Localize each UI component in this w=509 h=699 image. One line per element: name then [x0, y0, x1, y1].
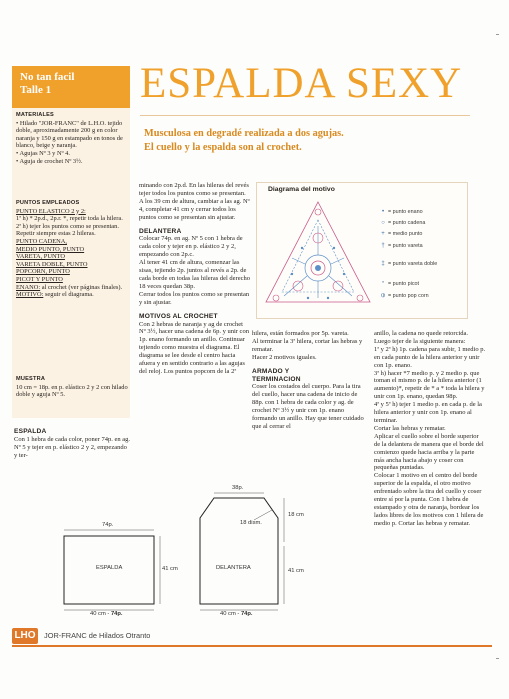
materiales-text: • Hilado "JOR-FRANC" de L.H.O. tejido doble, aproximadamente 200 g en color naranja y 150 g en estampado en tonos de blanco, beige y naranja.: [16, 119, 123, 150]
espalda-text: Con 1 hebra de cada color, poner 74p. en ag. Nº 5 y tejer en p. elástico 2 y 2, empezando y ter-: [14, 435, 130, 459]
schematic-drawing: [42, 488, 352, 623]
subtitle-line-1: Musculosa en degradé realizada a dos agujas.: [144, 128, 344, 139]
puntos-row1: 1ª h) * 2p.d., 2p.r. *, repetir toda la hilera.: [16, 215, 123, 223]
puntos-cadena: PUNTO CADENA,: [16, 237, 68, 245]
espalda-height-label: 41 cm: [162, 566, 178, 572]
cuello-cortar: Cortar las hebras y rematar.: [374, 424, 446, 432]
legend-vareta-doble: ‡ = punto vareta doble: [378, 261, 437, 267]
materiales-heading: MATERIALES: [16, 112, 54, 118]
cuello-row3: 3ª h) hacer *7 medio p. y 2 medio p. que toman el mismo p. de la hilera anterior (1 aumento)*, repetir de * a * toda la hilera y unir con 1p. enano, quedan 98p.: [374, 369, 485, 401]
aguja-crochet-text: • Aguja de crochet Nº 3½.: [16, 157, 83, 165]
delantera-sisa-label: 18 cm: [288, 512, 304, 518]
motivos-continued: hilera, están formados por 5p. vareta.: [252, 330, 349, 337]
footer-text: JOR-FRANC de Hilados Otranto: [44, 631, 151, 640]
legend-vareta: † = punto vareta: [378, 243, 423, 249]
delantera-height-label: 41 cm: [288, 568, 304, 574]
puntos-vareta-doble: VARETA DOBLE, PUNTO: [16, 260, 88, 268]
delantera-width-label: 38p.: [232, 485, 244, 491]
motivo-note: seguir el diagrama.: [43, 291, 94, 299]
diagram-title: Diagrama del motivo: [268, 186, 335, 193]
muestra-section: [16, 376, 128, 399]
cuello-row45: 4ª y 5ª h) tejer 1 medio p. en cada p. de la hilera anterior y unir con 1p. enano al terminar.: [374, 401, 482, 424]
cuello-intro: anillo, la cadena no quede retorcida. Luego tejer de la siguiente manera:: [374, 330, 469, 345]
delantera-bottom-label: 40 cm - 74p.: [220, 611, 253, 617]
puntos-picot: PICOT Y PUNTO: [16, 275, 63, 283]
page-title: ESPALDA SEXY: [140, 60, 463, 107]
motivos-heading: MOTIVOS AL CROCHET: [139, 312, 218, 320]
puntos-section: [16, 200, 128, 299]
column-2: [139, 182, 251, 376]
puntos-heading: PUNTOS EMPLEADOS: [16, 200, 80, 206]
cuello-row12: 1ª y 2ª h) 1p. cadena para subir, 1 medio p. en cada punto de la hilera anterior y unir con 1p. enano.: [374, 345, 486, 369]
legend-picot: ᐤ = punto picot: [378, 280, 419, 287]
espalda-label: ESPALDA: [96, 565, 123, 571]
legend-medio-punto: + = medio punto: [378, 231, 422, 237]
puntos-vareta: VARETA, PUNTO: [16, 253, 65, 261]
garment-schematic: [42, 485, 352, 623]
delantera-p2: Al tener 41 cm de altura, comenzar las sisas, tejiendo 2p. juntos al revés a 2p. de cada borde en todas las hileras del derecho 18 veces quedan 38p.: [139, 259, 250, 290]
muestra-heading: MUESTRA: [16, 376, 46, 382]
armado-heading-1: ARMADO Y: [252, 367, 290, 375]
delantera-dism-label: 18 dism.: [240, 520, 262, 526]
column-4: [374, 330, 486, 528]
delantera-heading: DELANTERA: [139, 227, 182, 235]
puntos-row2: 2ª h) tejer los puntos como se presentan.: [16, 222, 119, 230]
legend-cadena-icon: ○: [381, 220, 385, 226]
footer-divider: [12, 645, 492, 647]
espalda-continued: minando con 2p.d. En las hileras del revés tejer todos los puntos como se presentan.: [139, 182, 249, 197]
espalda-p2: A los 39 cm de altura, cambiar a las ag. Nº 4, completar 41 cm y cerrar todos los puntos como se presentan sin ajustar.: [139, 197, 250, 221]
puntos-enano-note: al crochet (ver páginas finales).: [40, 283, 123, 291]
legend-popcorn-icon: ⦶: [380, 293, 386, 299]
agujas-text: • Agujas Nº 3 y Nº 4.: [16, 149, 70, 157]
materiales-section: [16, 112, 128, 165]
column-3: [252, 330, 370, 431]
motif-diagram-icon: [262, 198, 374, 308]
legend-picot-icon: ᐤ: [381, 281, 385, 287]
legend-cadena: ○ = punto cadena: [378, 220, 425, 226]
motivo-colocar: Colocar 1 motivo en el centro del borde superior de la espalda, el otro motivo enfrentado sobre la tira del cuello y coser entre sí por la punta. Con 1 hebra de estampado y otra de naranja, bordear los lados libres de los motivos con 1 hilera de medio p. Cortar las hebras y rematar.: [374, 472, 484, 527]
puntos-medio: MEDIO PUNTO, PUNTO: [16, 245, 85, 253]
legend-popcorn: ⦶ = punto pop corn: [378, 293, 429, 300]
edge-mark: [496, 34, 499, 35]
armado-heading-2: TERMINACION: [252, 375, 301, 383]
motivo-label: MOTIVO:: [16, 291, 44, 299]
motivos-text: Con 2 hebras de naranja y ag de crochet Nº 3½, hacer una cadena de 6p. y unir con 1p. enano formando un anillo. Continuar tejiendo como muestra el diagrama. El diagrama se lee desde el centro hacia afuera y en sentido contrario a las agujas del reloj. Los puntos popcorn de la 2ª: [139, 320, 249, 375]
lho-logo: LHO: [12, 628, 38, 644]
espalda-bottom-label: 40 cm - 74p.: [90, 611, 123, 617]
page-subtitle: [144, 127, 464, 155]
legend-vareta-doble-icon: ‡: [381, 261, 385, 267]
legend-enano-icon: •: [381, 209, 385, 215]
espalda-heading: ESPALDA: [14, 428, 47, 435]
edge-mark: [496, 658, 499, 659]
difficulty-header: [12, 66, 130, 108]
cuello-aplicar: Aplicar el cuello sobre el borde superior de la delantera de manera que el borde del comienzo quede hacia arriba y la parte más ancha hacia abajo y coser con pequeñas puntadas.: [374, 432, 484, 472]
puntos-popcorn: POPCORN, PUNTO: [16, 268, 70, 276]
subtitle-line-2: El cuello y la espalda son al crochet.: [144, 142, 302, 153]
difficulty-label: No tan facil: [20, 71, 75, 83]
legend-medio-punto-icon: +: [381, 231, 385, 237]
delantera-text: Colocar 74p. en ag. Nº 5 con 1 hebra de cada color y tejer en p. elástico 2 y 2, empezando con 2p.c.: [139, 235, 243, 259]
puntos-enano: ENANO:: [16, 283, 41, 291]
legend-enano: • = punto enano: [378, 209, 423, 215]
puntos-elastico: PUNTO ELASTICO 2 y 2:: [16, 207, 86, 215]
puntos-repeat: Repetir siempre estas 2 hileras.: [16, 230, 96, 238]
legend-vareta-icon: †: [381, 243, 385, 249]
espalda-section: [14, 428, 130, 460]
motivos-iguales: Hacer 2 motivos iguales.: [252, 353, 317, 361]
delantera-p3: Cerrar todos los puntos como se presentan y sin ajustar.: [139, 290, 250, 306]
delantera-label: DELANTERA: [216, 565, 251, 571]
muestra-text: 10 cm = 18p. en p. elástico 2 y 2 con hilado doble y aguja Nº 5.: [16, 383, 128, 399]
size-label: Talle 1: [20, 84, 52, 96]
armado-text: Coser los costados del cuerpo. Para la tira del cuello, hacer una cadena de inicio de 88p. con 1 hebra de cada color y ag. de crochet Nº 3½ y unir con 1p. enano formando un anillo. Hay que tener cuidado que al cerrar el: [252, 383, 364, 430]
espalda-width-label: 74p.: [102, 522, 114, 528]
title-divider: [140, 115, 470, 116]
motivos-cortar: Al terminar la 3ª hilera, cortar las hebras y rematar.: [252, 337, 363, 353]
